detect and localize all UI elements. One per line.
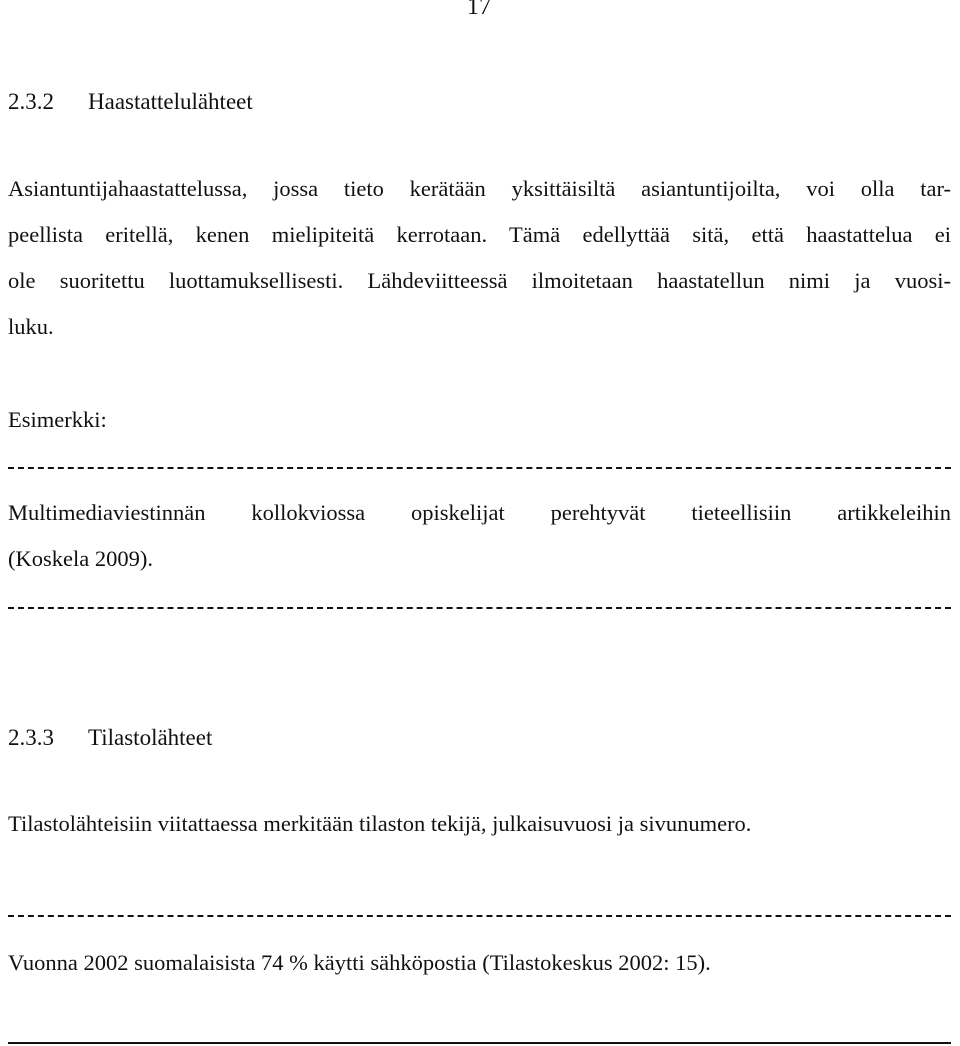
page-bottom-rule <box>8 1042 951 1044</box>
paragraph-line: Asiantuntijahaastattelussa, jossa tieto kerätään yksittäisiltä asiantuntijoilta, voi olla tar- <box>8 176 951 201</box>
example-line: Multimediaviestinnän kollokviossa opiskelijat perehtyvät tieteellisiin artikkeleihin <box>8 500 951 525</box>
example-label: Esimerkki: <box>8 407 107 432</box>
section-number: 2.3.3 <box>8 725 54 750</box>
paragraph-line: ole suoritettu luottamuksellisesti. Lähdeviitteessä ilmoitetaan haastatellun nimi ja vuosi- <box>8 268 951 293</box>
statistics-paragraph: Tilastolähteisiin viitattaessa merkitään tilaston tekijä, julkaisuvuosi ja sivunumero. <box>8 811 752 836</box>
section-heading-statistics <box>8 725 212 751</box>
dashed-rule <box>8 467 951 469</box>
dashed-rule <box>8 915 951 917</box>
dashed-rule <box>8 607 951 609</box>
section-heading-interviews <box>8 89 253 115</box>
example-line: (Koskela 2009). <box>8 546 153 571</box>
paragraph-line: luku. <box>8 314 54 339</box>
statistics-example: Vuonna 2002 suomalaisista 74 % käytti sähköpostia (Tilastokeskus 2002: 15). <box>8 950 711 975</box>
paragraph-line: peellista eritellä, kenen mielipiteitä kerrotaan. Tämä edellyttää sitä, että haastattelua ei <box>8 222 951 247</box>
page-number: 17 <box>467 0 491 20</box>
section-number: 2.3.2 <box>8 89 54 114</box>
section-title: Haastattelulähteet <box>88 89 253 114</box>
section-title: Tilastolähteet <box>88 725 213 750</box>
